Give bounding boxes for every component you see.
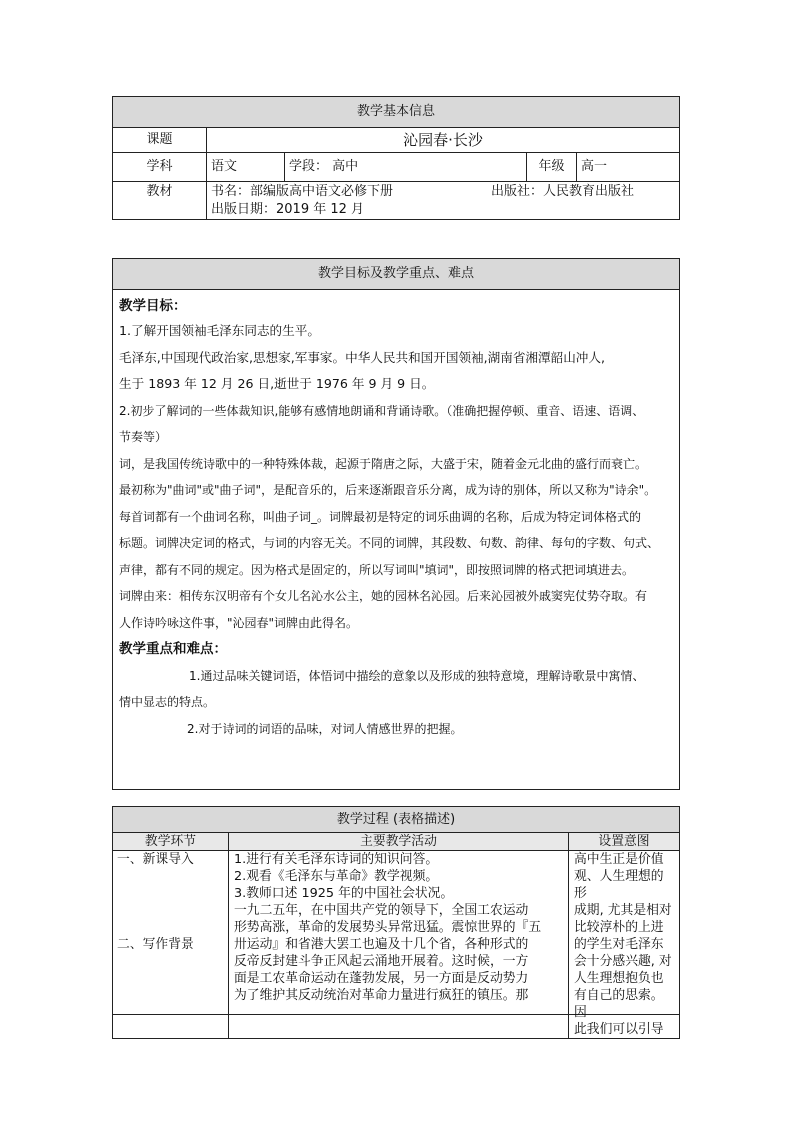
activity-line: 1.进行有关毛泽东诗词的知识问答。	[234, 852, 439, 867]
topic-label: 课题	[113, 128, 207, 153]
col-activity: 主要教学活动	[229, 833, 569, 851]
intent-line: 观、人生理想的形	[574, 869, 664, 901]
basic-info-table	[112, 127, 680, 220]
material-value	[207, 182, 680, 220]
intent-line: 会十分感兴趣, 对	[574, 954, 672, 969]
goals-header: 教学目标及教学重点、难点	[113, 259, 679, 290]
step-1: 一、新课导入	[117, 852, 194, 867]
goal-line: 人作诗吟咏这件事，"沁园春"词牌由此得名。	[119, 615, 359, 630]
col-step: 教学环节	[113, 833, 229, 851]
subject-label: 学科	[113, 153, 207, 182]
goals-section	[112, 258, 680, 790]
intent-line: 人生理想抱负也	[574, 971, 664, 986]
intent-line: 有自己的思索。因	[574, 988, 664, 1020]
pub-date: 出版日期：2019 年 12 月	[211, 202, 365, 217]
basic-info-header: 教学基本信息	[113, 97, 679, 128]
intent-cell	[569, 851, 680, 1039]
material-label: 教材	[113, 182, 207, 220]
activity-line: 卅运动』和省港大罢工也遍及十几个省，各种形式的	[234, 937, 529, 952]
goal-line: 1.了解开国领袖毛泽东同志的生平。	[119, 323, 320, 338]
goal-line: 声律，都有不同的规定。因为格式是固定的，所以写词叫"填词"，即按照词牌的格式把词填进去。	[119, 562, 635, 577]
keypoint-line: 1.通过品味关键词语，体悟词中描绘的意象以及形成的独特意境，理解诗歌景中寓情、	[189, 668, 645, 683]
stage-label: 学段：	[289, 159, 329, 174]
activity-line: 面是工农革命运动在蓬勃发展，另一方面是反动势力	[234, 971, 529, 986]
goal-line: 词，是我国传统诗歌中的一种特殊体裁，起源于隋唐之际，大盛于宋，随着金元北曲的盛行而衰亡。	[119, 456, 648, 471]
process-table	[112, 832, 680, 1039]
grade-label: 年级	[527, 153, 577, 182]
activity-cell	[229, 851, 569, 1039]
step-cell	[113, 851, 229, 1039]
col-intent: 设置意图	[569, 833, 680, 851]
intent-line: 高中生正是价值	[574, 852, 664, 867]
intent-line: 的学生对毛泽东	[574, 937, 664, 952]
stage-cell	[285, 153, 527, 182]
goal-line: 毛泽东,中国现代政治家,思想家,军事家。中华人民共和国开国领袖,湖南省湘潭韶山冲人,	[119, 349, 605, 365]
activity-line: 形势高涨，革命的发展势头异常迅猛。震惊世界的『五	[234, 920, 542, 935]
activity-line: 一九二五年，在中国共产党的领导下，全国工农运动	[234, 903, 529, 918]
book-name: 书名：部编版高中语文必修下册	[211, 184, 394, 199]
basic-info-section	[112, 96, 680, 220]
activity-line: 3.教师口述 1925 年的中国社会状况。	[234, 886, 454, 901]
goals-body	[113, 290, 679, 742]
intent-line: 比较淳朴的上进	[574, 920, 664, 935]
goal-line: 2.初步了解词的一些体裁知识,能够有感情地朗诵和背诵诗歌。（准确把握停顿、重音、语速、语调、	[119, 403, 645, 418]
process-section	[112, 806, 680, 1037]
goal-line: 生于 1893 年 12 月 26 日,逝世于 1976 年 9 月 9 日。	[119, 376, 435, 391]
activity-line: 2.观看《毛泽东与革命》教学视频。	[234, 869, 439, 884]
goal-line: 节奏等）	[119, 430, 168, 444]
goals-title: 教学目标：	[119, 298, 187, 314]
goal-line: 词牌由来：相传东汉明帝有个女儿名沁水公主，她的园林名沁园。后来沁园被外戚窦宪仗势夺取。有	[119, 589, 648, 603]
process-header: 教学过程 (表格描述)	[113, 807, 679, 833]
stage-value: 高中	[332, 159, 359, 174]
goal-line: 每首词都有一个曲词名称，叫曲子词_。词牌最初是特定的词乐曲调的名称，后成为特定词体格式的	[119, 509, 642, 524]
keypoints-title: 教学重点和难点：	[119, 641, 227, 657]
topic-value: 沁园春·长沙	[207, 128, 680, 153]
goal-line: 最初称为"曲词"或"曲子词"，是配音乐的，后来逐渐跟音乐分离，成为诗的别体，所以又称为"诗余"。	[119, 483, 657, 497]
activity-line: 反帝反封建斗争正风起云涌地开展着。这时候，一方	[234, 954, 529, 969]
activity-line: 为了维护其反动统治对革命力量进行疯狂的镇压。那	[234, 988, 529, 1003]
keypoint-line: 2.对于诗词的词语的品味，对词人情感世界的把握。	[187, 721, 463, 736]
grade-value: 高一	[577, 153, 680, 182]
intent-line: 成期, 尤其是相对	[574, 903, 672, 918]
publisher: 出版社：人民教育出版社	[491, 184, 635, 199]
subject-value: 语文	[207, 153, 285, 182]
intent-line: 此我们可以引导	[574, 1022, 664, 1037]
goal-line: 标题。词牌决定词的格式，与词的内容无关。不同的词牌，其段数、句数、韵律、每句的字数、句式、	[119, 536, 660, 550]
keypoint-line: 情中显志的特点。	[119, 695, 216, 709]
step-2: 二、写作背景	[117, 937, 194, 952]
